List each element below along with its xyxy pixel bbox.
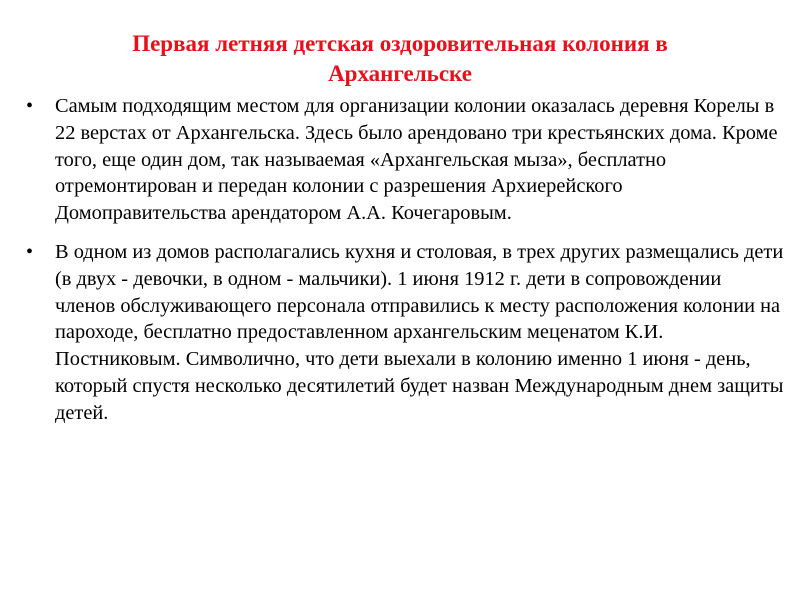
bullet-item (26, 239, 786, 427)
bullet-icon: • (26, 240, 34, 263)
bullet-item (26, 93, 786, 227)
bullet-text: Самым подходящим местом для организации колонии оказалась деревня Корелы в 22 верстах от Архангельска. Здесь было арендовано три крестьянских дома. Кроме того, еще один дом, так называемая «Архангельская мыза», бесплатно отремонтирован и передан колонии с разрешения Архиерейского Домоправительства арендатором А.А. Кочегаровым. (55, 95, 778, 225)
bullet-list (26, 93, 786, 439)
bullet-icon: • (26, 95, 34, 117)
bullet-text: В одном из домов располагались кухня и столовая, в трех других размещались дети (в двух - девочки, в одном - мальчики). 1 июня 1912 г. дети в сопровождении членов обслуживающего персонала отправились к месту расположения колонии на пароходе, бесплатно предоставленном архангельским меценатом К.И. Постниковым. Символично, что дети выехали в колонию именно 1 июня - день, который спустя несколько десятилетий будет назван Международным днем защиты детей. (55, 240, 784, 424)
slide-title: Первая летняя детская оздоровительная колония в Архангельске (132, 31, 668, 86)
